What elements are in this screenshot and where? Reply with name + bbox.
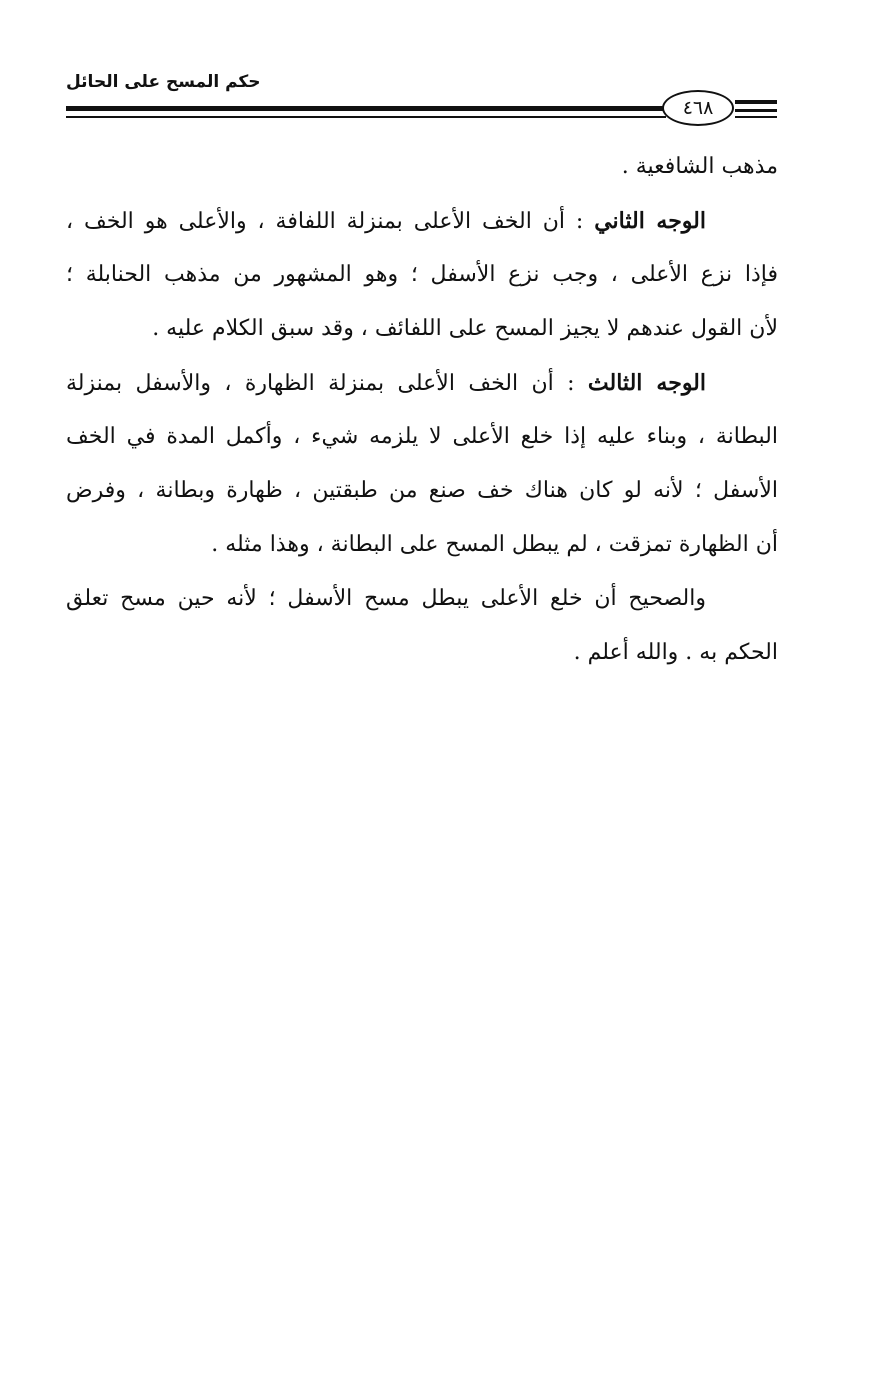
text-line (66, 194, 778, 248)
header-rule-right-1 (735, 100, 777, 104)
header-rule-right-2 (735, 109, 777, 112)
line-text: مذهب الشافعية . (621, 154, 778, 179)
text-line (66, 140, 778, 194)
text-line (66, 248, 778, 302)
line-text: الأسفل ؛ لأنه لو كان هناك خف صنع من طبقتين ، ظهارة وبطانة ، وفرض (66, 478, 778, 503)
header-title: حكم المسح على الحائل (66, 72, 261, 92)
line-text: أن الظهارة تمزقت ، لم يبطل المسح على البطانة ، وهذا مثله . (211, 532, 778, 557)
line-text: الحكم به . والله أعلم . (573, 640, 778, 665)
header-rule-right-3 (735, 116, 777, 118)
text-line (66, 410, 778, 464)
body-text (66, 140, 778, 680)
text-line (66, 356, 778, 410)
section-lead: الوجه الثاني (594, 208, 706, 234)
section-lead: الوجه الثالث (587, 370, 706, 396)
text-line (66, 464, 778, 518)
header-rule-thin (66, 116, 666, 118)
line-text: : أن الخف الأعلى بمنزلة الظهارة ، والأسفل بمنزلة (66, 371, 588, 396)
line-text: البطانة ، وبناء عليه إذا خلع الأعلى لا يلزمه شيء ، وأكمل المدة في الخف (66, 424, 778, 449)
text-line (66, 626, 778, 680)
line-text: : أن الخف الأعلى بمنزلة اللفافة ، والأعلى هو الخف ، (66, 209, 595, 234)
line-text: والصحيح أن خلع الأعلى يبطل مسح الأسفل ؛ لأنه حين مسح تعلق (66, 586, 706, 611)
line-text: فإذا نزع الأعلى ، وجب نزع الأسفل ؛ وهو المشهور من مذهب الحنابلة ؛ (66, 262, 778, 287)
header-rule-thick (66, 106, 666, 111)
text-line (66, 572, 778, 626)
text-line (66, 518, 778, 572)
page-number: ٤٦٨ (662, 90, 734, 126)
line-text: لأن القول عندهم لا يجيز المسح على اللفائف ، وقد سبق الكلام عليه . (152, 316, 778, 341)
text-line (66, 302, 778, 356)
